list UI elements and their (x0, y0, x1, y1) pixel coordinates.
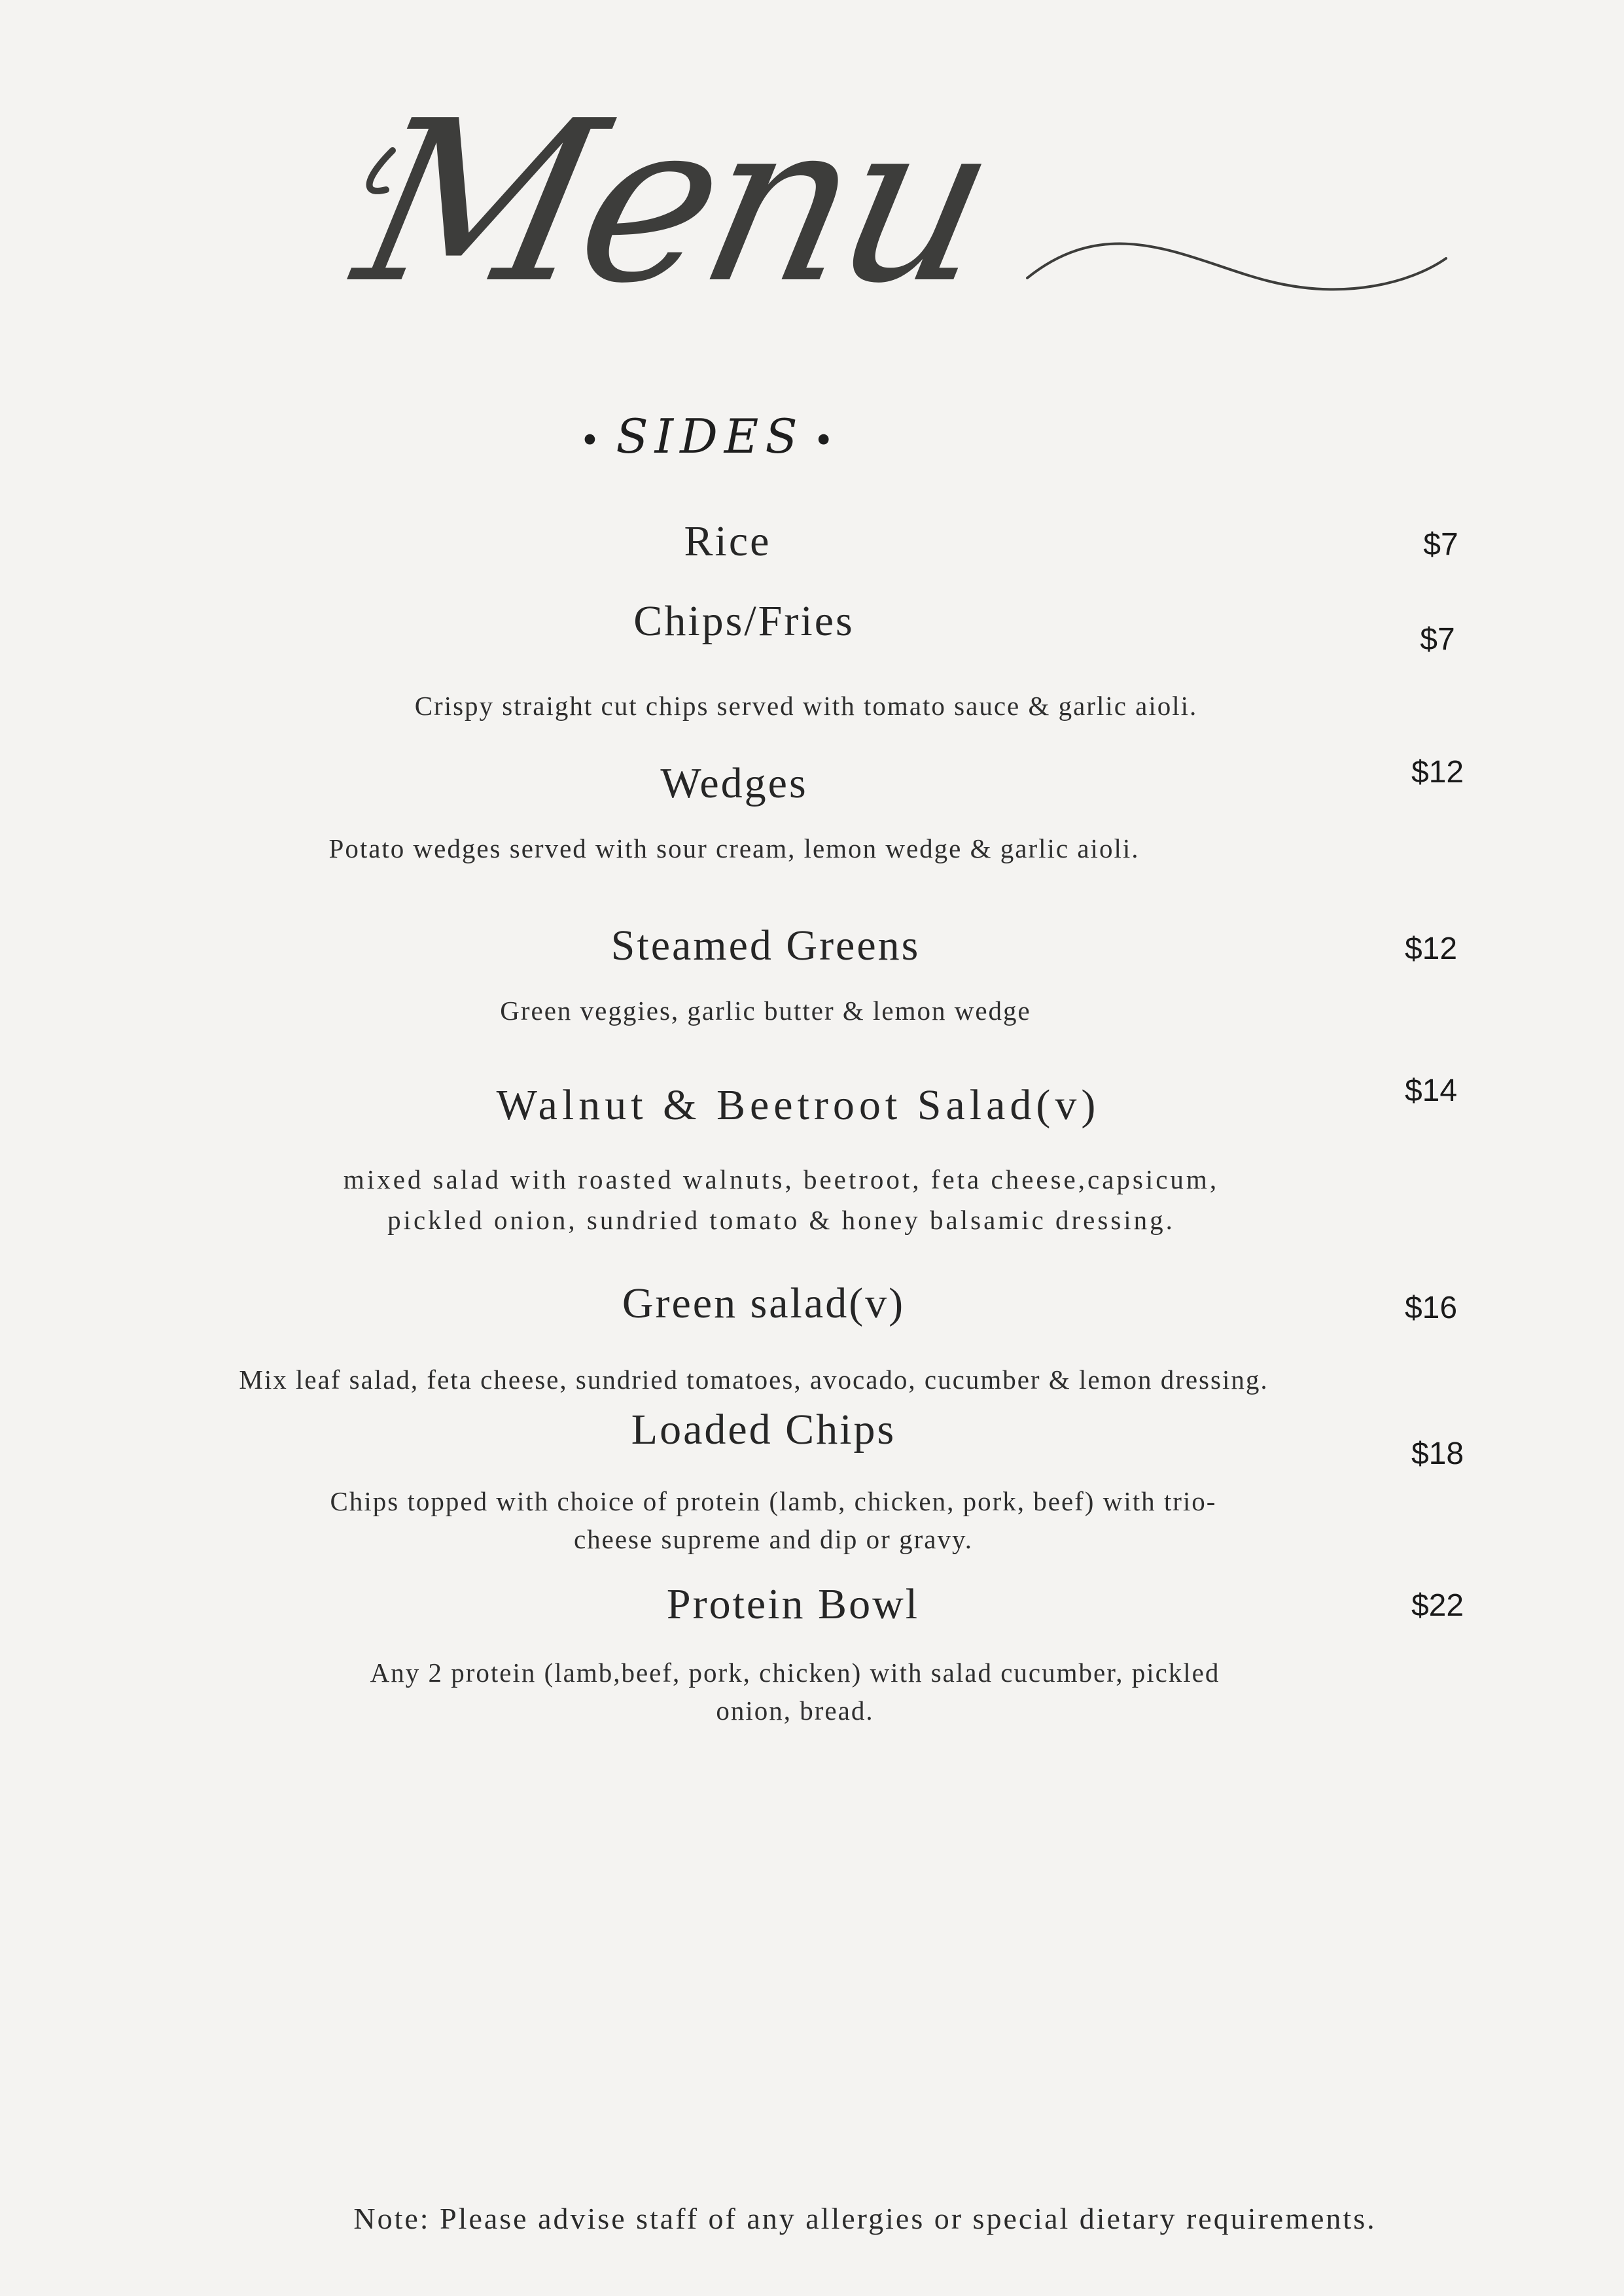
description-line: cheese supreme and dip or gravy. (573, 1524, 974, 1554)
item-name: Walnut & Beetroot Salad(v) (496, 1081, 1101, 1129)
item-price: $12 (1411, 755, 1464, 790)
item-description: Green veggies, garlic butter & lemon wedge (500, 996, 1031, 1026)
footer-allergy-note: Note: Please advise staff of any allergies or special dietary requirements. (353, 2202, 1377, 2235)
item-description (330, 1482, 1217, 1558)
item-description (370, 1654, 1220, 1730)
description-line: Any 2 protein (lamb,beef, pork, chicken) with salad cucumber, pickled (370, 1658, 1220, 1688)
item-price: $7 (1423, 527, 1458, 562)
item-price: $22 (1411, 1588, 1464, 1623)
item-description: Crispy straight cut chips served with tomato sauce & garlic aioli. (414, 691, 1198, 721)
item-price: $18 (1411, 1436, 1464, 1471)
item-description (344, 1159, 1219, 1240)
description-line: pickled onion, sundried tomato & honey balsamic dressing. (387, 1205, 1175, 1235)
description-line: Chips topped with choice of protein (lamb, chicken, pork, beef) with trio- (330, 1486, 1217, 1516)
item-price: $7 (1420, 622, 1455, 657)
bullet-icon: • (579, 419, 607, 461)
item-price: $16 (1404, 1291, 1458, 1325)
item-name: Chips/Fries (633, 597, 855, 645)
menu-title: Menu (338, 73, 1009, 332)
item-name: Green salad(v) (622, 1279, 906, 1327)
item-description: Mix leaf salad, feta cheese, sundried tomatoes, avocado, cucumber & lemon dressing. (239, 1365, 1269, 1395)
title-swash-flourish (340, 65, 1466, 353)
item-name: Protein Bowl (666, 1580, 920, 1628)
section-heading (570, 409, 849, 464)
item-name: Steamed Greens (610, 922, 921, 969)
item-name: Wedges (660, 759, 808, 807)
item-price: $14 (1404, 1073, 1458, 1108)
menu-title-block (340, 65, 1466, 353)
item-name: Rice (684, 517, 771, 565)
description-line: mixed salad with roasted walnuts, beetroot, feta cheese,capsicum, (343, 1164, 1220, 1194)
item-description: Potato wedges served with sour cream, lemon wedge & garlic aioli. (328, 833, 1140, 863)
item-price: $12 (1404, 931, 1458, 966)
item-name: Loaded Chips (631, 1406, 896, 1453)
description-line: onion, bread. (716, 1696, 874, 1726)
bullet-icon: • (813, 419, 841, 461)
section-label: SIDES (616, 409, 804, 464)
